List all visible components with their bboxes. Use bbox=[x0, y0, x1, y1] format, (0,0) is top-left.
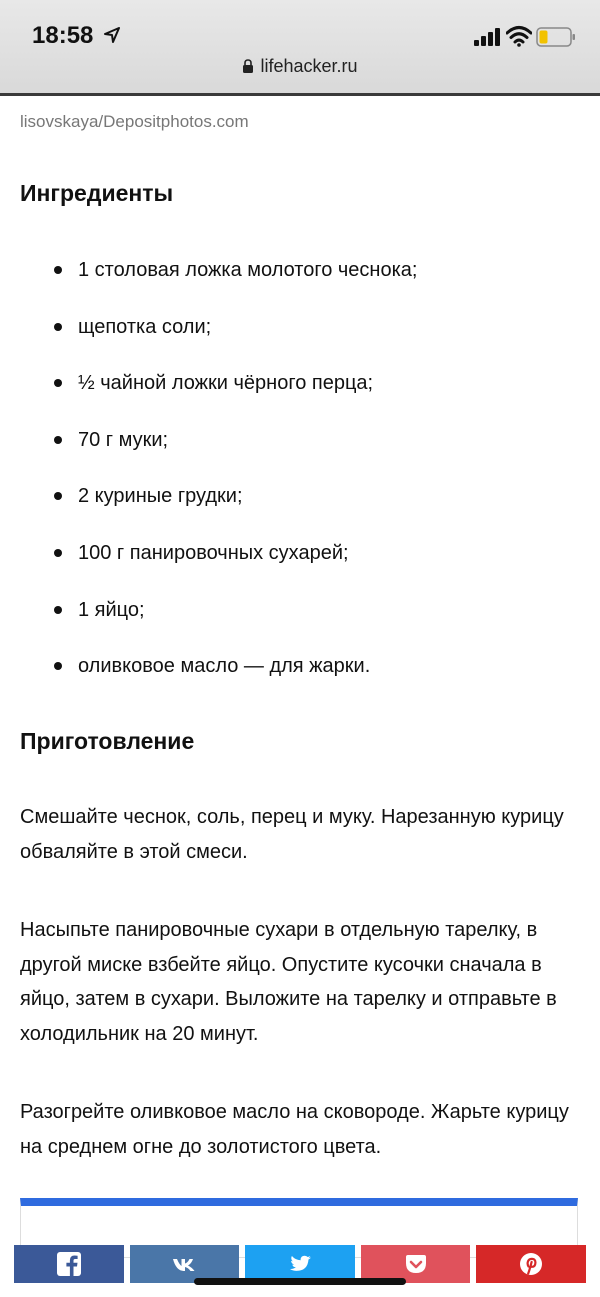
facebook-icon bbox=[56, 1251, 82, 1277]
vk-icon bbox=[171, 1251, 197, 1277]
cellular-signal-icon bbox=[474, 28, 502, 46]
address-bar[interactable] bbox=[0, 56, 600, 77]
pocket-icon bbox=[403, 1251, 429, 1277]
status-bar bbox=[0, 0, 600, 96]
list-item: щепотка соли; bbox=[54, 297, 574, 354]
home-indicator[interactable] bbox=[194, 1278, 406, 1285]
preparation-heading: Приготовление bbox=[20, 728, 195, 754]
list-item: оливковое масло — для жарки. bbox=[54, 636, 574, 693]
lock-icon bbox=[242, 59, 254, 73]
list-item: 1 яйцо; bbox=[54, 580, 574, 637]
step-paragraph: Насыпьте панировочные сухари в отдельную тарелку, в другой миске взбейте яйцо. Опустите кусочки сначала в яйцо, затем в сухари. Выложите на тарелку и отправьте в холодильник на 20 минут. bbox=[20, 919, 557, 1045]
location-arrow-icon bbox=[104, 27, 120, 43]
list-item: 70 г муки; bbox=[54, 410, 574, 467]
list-item: 100 г панировочных сухарей; bbox=[54, 523, 574, 580]
step-paragraph: Разогрейте оливковое масло на сковороде. Жарьте курицу на среднем огне до золотистого цвета. bbox=[20, 1101, 569, 1158]
share-facebook-button[interactable] bbox=[14, 1245, 124, 1283]
step-paragraph: Смешайте чеснок, соль, перец и муку. Нарезанную курицу обваляйте в этой смеси. bbox=[20, 806, 564, 863]
ingredients-heading: Ингредиенты bbox=[20, 180, 174, 206]
battery-icon bbox=[536, 27, 576, 47]
url-text: lifehacker.ru bbox=[260, 56, 358, 76]
status-time: 18:58 bbox=[32, 22, 94, 49]
wifi-icon bbox=[506, 25, 532, 47]
twitter-icon bbox=[287, 1251, 313, 1277]
list-item: 1 столовая ложка молотого чеснока; bbox=[54, 240, 574, 297]
list-item: 2 куриные грудки; bbox=[54, 466, 574, 523]
image-credit: lisovskaya/Depositphotos.com bbox=[20, 112, 249, 131]
ingredients-list bbox=[54, 240, 574, 693]
pinterest-icon bbox=[518, 1251, 544, 1277]
list-item: ½ чайной ложки чёрного перца; bbox=[54, 353, 574, 410]
share-pinterest-button[interactable] bbox=[476, 1245, 586, 1283]
